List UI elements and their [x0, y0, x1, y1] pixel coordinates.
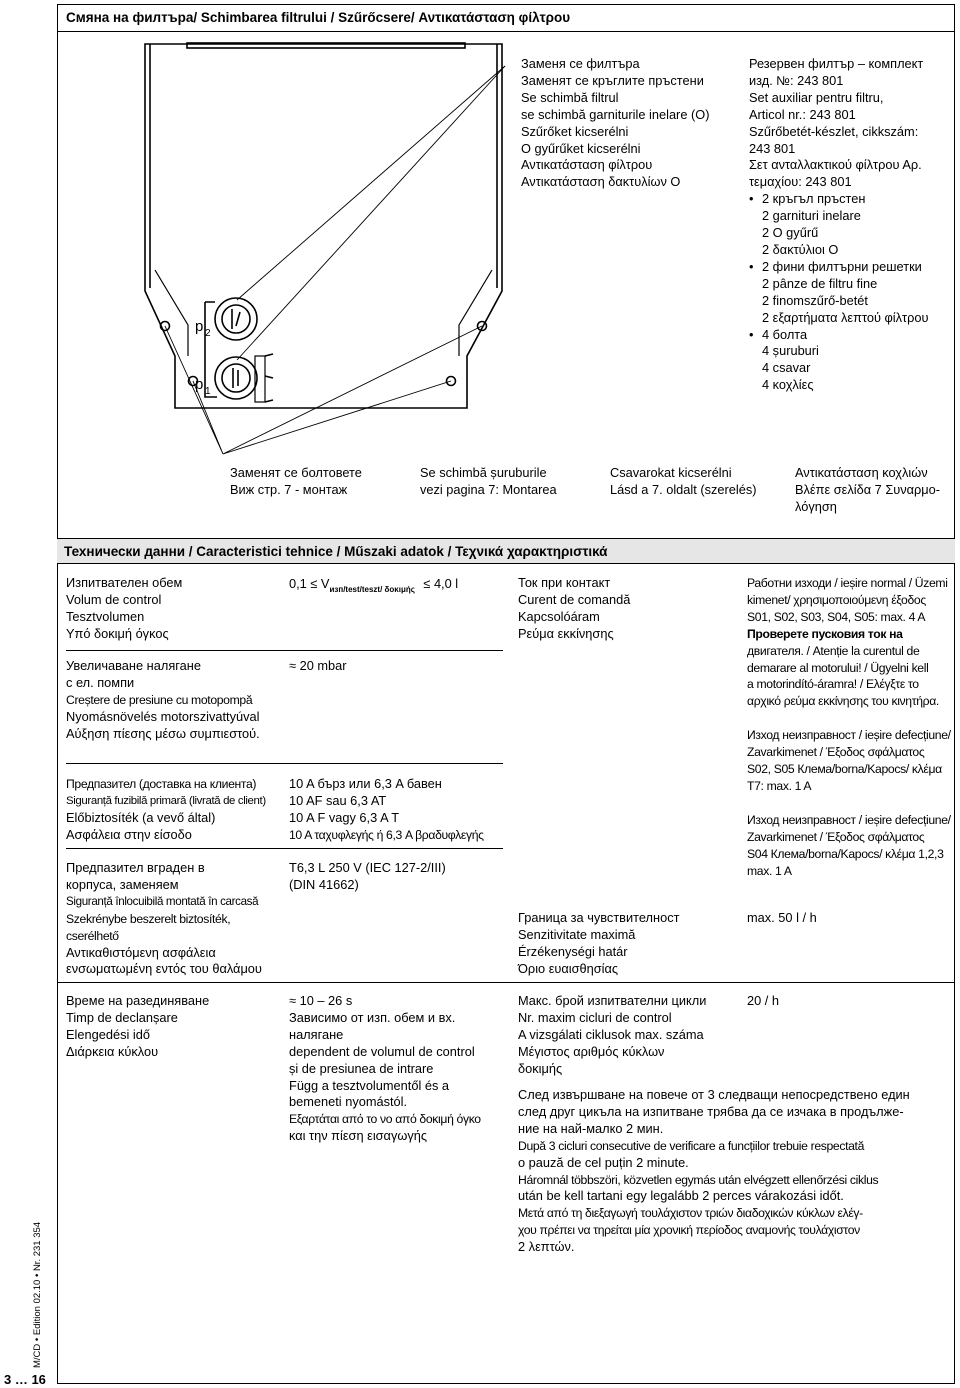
fault-output-value: Zavarkimenet / Έξοδος σφάλματος: [747, 829, 925, 844]
max-cycles-label: Nr. maxim cicluri de control: [518, 1009, 672, 1025]
bolts-caption-line: Αντικατάσταση κοχλιών: [795, 465, 928, 480]
pressure-label: с ел. помпи: [66, 674, 135, 690]
kit-contents-list: [749, 191, 929, 394]
builtin-fuse-values: [289, 860, 446, 894]
fuse-value: 10 A F vagy 6,3 A T: [289, 809, 400, 825]
filter-unit-diagram: [135, 36, 515, 476]
fuse-value: 10 A ταχυφλεγής ή 6,3 A βραδυφλεγής: [289, 827, 484, 842]
spare-kit-line: изд. №: 243 801: [749, 72, 844, 88]
fuse-values: [289, 776, 484, 844]
edition-sidebar: M/CD • Edition 02.10 • Nr. 231 354: [32, 1221, 43, 1368]
builtin-fuse-label: корпуса, заменяем: [66, 876, 179, 892]
port-p1-subscript: 1: [205, 386, 211, 397]
cycle-time-value: bemeneti nyomástól.: [289, 1094, 408, 1110]
note-line: ние на най-малко 2 мин.: [518, 1120, 664, 1136]
contact-current-label: Ток при контакт: [518, 575, 611, 590]
cycle-time-value: Εξαρτάται από το νο από δοκιμή όγκο: [289, 1112, 481, 1127]
note-line: χου πρέπει να τηρείται μία χρονική περίοδος αναμονής τουλάχιστον: [518, 1223, 860, 1238]
cycle-time-value: dependent de volumul de control: [289, 1043, 475, 1059]
cycle-time-value: налягане: [289, 1026, 344, 1042]
pressure-label: Creștere de presiune cu motopompă: [66, 692, 253, 707]
max-cycles-value: 20 / h: [747, 993, 780, 1008]
kit-item-line: 4 csavar: [762, 360, 811, 376]
fault-output-value: Изход неизправност / ieșire defecțiune/: [747, 812, 951, 827]
spare-kit-line: 243 801: [749, 140, 796, 156]
pressure-label: Увеличаване налягане: [66, 658, 201, 673]
sensitivity-value: max. 50 l / h: [747, 910, 817, 925]
max-cycles-labels: [518, 993, 706, 1078]
builtin-fuse-label: Siguranță înlocuibilă montată în carcasă: [66, 894, 259, 908]
row-divider: [66, 763, 503, 764]
row-divider: [66, 848, 503, 849]
bolts-caption-line: Βλέπε σελίδα 7 Συναρμο-: [795, 481, 941, 497]
contact-current-label: Kapcsolóáram: [518, 608, 600, 624]
note-line: után be kell tartani egy legalább 2 perces várakozási időt.: [518, 1188, 844, 1204]
contact-current-value: αρχικό ρεύμα εκκίνησης του κινητήρα.: [747, 694, 939, 709]
bolts-caption-line: Виж стр. 7 - монтаж: [230, 481, 348, 497]
filter-replace-line: se schimbă garniturile inelare (O): [521, 106, 710, 122]
bolts-caption-line: Csavarokat kicserélni: [610, 465, 732, 480]
fuse-label: Siguranță fuzibilă primară (livrată de client): [66, 794, 266, 807]
bolts-caption-gr: [795, 465, 940, 516]
spare-kit-line: Σετ ανταλλακτικού φίλτρου Αρ.: [749, 157, 922, 173]
section-title-filter-change: Смяна на филтъра/ Schimbarea filtrului / Szűrőcsere/ Αντικατάσταση φίλτρου: [66, 10, 571, 25]
fault-output-value: T7: max. 1 A: [747, 778, 812, 793]
kit-item-filter-screens: • 2 фини филтърни решетки: [762, 259, 929, 276]
bolts-caption-hu: [610, 465, 757, 499]
spare-kit-line: τεμαχίου: 243 801: [749, 174, 852, 190]
cycle-time-values: [289, 993, 481, 1145]
bolts-caption-line: vezi pagina 7: Montarea: [420, 481, 557, 497]
spare-kit-line: Articol nr.: 243 801: [749, 106, 856, 122]
row-divider: [66, 650, 503, 651]
fault-output-value: S04 Клема/borna/Kapocs/ κλέμα 1,2,3: [747, 846, 944, 861]
kit-item-line: 2 garnituri inelare: [762, 208, 861, 224]
note-line: După 3 cicluri consecutive de verificare a funcțiilor trebuie respectată: [518, 1138, 865, 1153]
kit-item-line: 2 O gyűrű: [762, 225, 819, 241]
spare-kit-line: Szűrőbetét-készlet, cikkszám:: [749, 123, 919, 139]
kit-item-line: 2 εξαρτήματα λεπτού φίλτρου: [762, 309, 929, 325]
contact-current-value: kimenet/ χρησιμοποιούμενη έξοδος: [747, 592, 926, 607]
test-volume-labels: [66, 575, 182, 643]
fuse-labels: [66, 776, 266, 844]
pressure-labels: [66, 658, 260, 743]
max-cycles-label: Μέγιστος αριθμός κύκλων: [518, 1043, 665, 1059]
filter-replace-line: Αντικατάσταση δακτυλίων O: [521, 174, 681, 190]
port-p2-label: p: [195, 318, 204, 335]
kit-item-line: 2 pânze de filtru fine: [762, 275, 878, 291]
builtin-fuse-value: T6,3 L 250 V (IEC 127-2/III): [289, 860, 446, 875]
spare-kit-block: [749, 56, 929, 394]
builtin-fuse-label: Αντικαθιστόμενη ασφάλεια: [66, 944, 216, 960]
note-line: след друг цикъла на изпитване трябва да се изчака в продълже-: [518, 1103, 904, 1119]
contact-current-value: Работни изходи / ieșire normal / Üzemi: [747, 576, 948, 590]
test-volume-label: Volum de control: [66, 591, 162, 607]
kit-item-line: 4 κοχλίες: [762, 377, 814, 393]
filter-replace-line: Szűrőket kicserélni: [521, 123, 629, 139]
contact-current-values: [747, 575, 951, 880]
kit-item-bolts: • 4 болта: [762, 327, 929, 344]
kit-item-line: 2 finomszűrő-betét: [762, 292, 868, 308]
builtin-fuse-label: Szekrénybe beszerelt biztosíték,: [66, 911, 231, 926]
bolts-caption-line: Se schimbă șuruburile: [420, 465, 547, 480]
pressure-label: Nyomásnövelés motorszivattyúval: [66, 708, 260, 724]
fuse-value: 10 A бърз или 6,3 A бавен: [289, 776, 442, 791]
test-volume-value: [289, 575, 458, 593]
max-cycles-label: δοκιμής: [518, 1060, 563, 1076]
cycle-time-value: και την πίεση εισαγωγής: [289, 1128, 428, 1144]
sensitivity-label: Senzitivitate maximă: [518, 926, 636, 942]
spare-kit-line: Резервен филтър – комплект: [749, 56, 924, 71]
filter-replace-block: [521, 56, 709, 191]
contact-current-label: Ρεύμα εκκίνησης: [518, 625, 614, 641]
fuse-label: Предпазител (доставка на клиента): [66, 777, 257, 791]
cycle-time-value: și de presiunea de intrare: [289, 1060, 434, 1076]
fault-output-value: Zavarkimenet / Έξοδος σφάλματος: [747, 745, 925, 760]
max-cycles-label: A vizsgálati ciklusok max. száma: [518, 1026, 704, 1042]
contact-current-value: demarare al motorului! / Ügyelni kell: [747, 660, 929, 675]
fault-output-value: Изход неизправност / ieșire defecțiune/: [747, 728, 951, 743]
title-divider: [57, 31, 955, 32]
fuse-value: 10 AF sau 6,3 AT: [289, 792, 387, 808]
port-p2-subscript: 2: [205, 328, 211, 339]
bolts-caption-ro: [420, 465, 557, 499]
kit-item-o-rings: • 2 кръгъл пръстен: [762, 191, 929, 208]
sensitivity-label: Όριο ευαισθησίας: [518, 960, 619, 976]
pressure-value: ≈ 20 mbar: [289, 658, 347, 673]
filter-replace-line: O gyűrűket kicserélni: [521, 140, 641, 156]
filter-replace-line: Заменя се филтъра: [521, 56, 640, 71]
bolts-caption-line: Заменят се болтовете: [230, 465, 362, 480]
cycle-time-label: Διάρκεια κύκλου: [66, 1043, 159, 1059]
test-volume-label: Υπό δοκιμή όγκος: [66, 625, 169, 641]
test-volume-min: 0,1 ≤ V: [289, 576, 330, 591]
filter-replace-line: Se schimbă filtrul: [521, 89, 619, 105]
bolts-caption-line: Lásd a 7. oldalt (szerelés): [610, 481, 757, 497]
fault-output-value: max. 1 A: [747, 863, 792, 878]
bolts-caption-line: λόγηση: [795, 498, 837, 514]
contact-current-value: S01, S02, S03, S04, S05: max. 4 A: [747, 609, 926, 624]
contact-current-value: a motorindító-áramra! / Ελέγξτε το: [747, 677, 919, 692]
kit-item-line: 4 șuruburi: [762, 343, 819, 359]
tech-data-title: Технически данни / Caracteristici tehnice / Műszaki adatok / Τεχνικά χαρακτηριστικά: [64, 544, 608, 559]
builtin-fuse-label: cserélhető: [66, 928, 119, 943]
max-cycles-label: Макс. брой изпитвателни цикли: [518, 993, 707, 1008]
test-volume-label: Изпитвателен обем: [66, 575, 183, 590]
cycle-time-label: Време на разединяване: [66, 993, 210, 1008]
cycle-time-value: Függ a tesztvolumentől és a: [289, 1077, 450, 1093]
cycle-time-label: Timp de declanșare: [66, 1009, 178, 1025]
page-number: 3 … 16: [4, 1372, 46, 1387]
builtin-fuse-labels: [66, 860, 262, 978]
builtin-fuse-value: (DIN 41662): [289, 876, 359, 892]
test-volume-max: ≤ 4,0 l: [423, 576, 459, 591]
test-volume-label: Tesztvolumen: [66, 608, 145, 624]
note-line: След извършване на повече от 3 следващи непосредствено един: [518, 1087, 910, 1102]
fault-output-value: S02, S05 Клема/borna/Kapocs/ κλέμα: [747, 762, 942, 777]
cycle-time-label: Elengedési idő: [66, 1026, 150, 1042]
cycle-time-value: Зависимо от изп. обем и вх.: [289, 1009, 456, 1025]
contact-current-label: Curent de comandă: [518, 591, 631, 607]
contact-current-labels: [518, 575, 630, 643]
contact-current-value: Проверете пусковия ток на: [747, 626, 903, 641]
note-line: 2 λεπτών.: [518, 1239, 575, 1255]
row-divider: [57, 982, 955, 983]
note-line: Μετά από τη διεξαγωγή τουλάχιστον τριών διαδοχικών κύκλων ελέγ-: [518, 1206, 863, 1221]
pressure-label: Αύξηση πίεσης μέσω συμπιεστού.: [66, 725, 260, 741]
sensitivity-label: Граница за чувствителност: [518, 910, 680, 925]
note-line: o pauză de cel puțin 2 minute.: [518, 1154, 689, 1170]
cycle-time-value: ≈ 10 – 26 s: [289, 993, 353, 1008]
sensitivity-label: Érzékenységi határ: [518, 943, 628, 959]
cycle-time-labels: [66, 993, 209, 1061]
bolts-caption-bg: [230, 465, 362, 499]
test-volume-subscript: изп/test/teszt/ δοκιμής: [329, 585, 415, 594]
waiting-time-note: [518, 1087, 910, 1256]
port-p1-label: p: [195, 376, 204, 393]
fuse-label: Ασφάλεια στην είσοδο: [66, 826, 192, 842]
contact-current-value: двигателя. / Atenție la curentul de: [747, 643, 920, 658]
note-line: Háromnál többszöri, közvetlen egymás után elvégzett ellenőrzési ciklus: [518, 1172, 879, 1187]
builtin-fuse-label: Предпазител вграден в: [66, 860, 205, 875]
filter-replace-line: Αντικατάσταση φίλτρου: [521, 157, 653, 173]
spare-kit-line: Set auxiliar pentru filtru,: [749, 89, 884, 105]
sensitivity-labels: [518, 910, 679, 978]
filter-replace-line: Заменят се кръглите пръстени: [521, 72, 704, 88]
kit-item-line: 2 δακτύλιοι O: [762, 241, 839, 257]
builtin-fuse-label: ενσωματωμένη εντός του θαλάμου: [66, 961, 262, 977]
fuse-label: Előbiztosíték (a vevő által): [66, 809, 216, 825]
